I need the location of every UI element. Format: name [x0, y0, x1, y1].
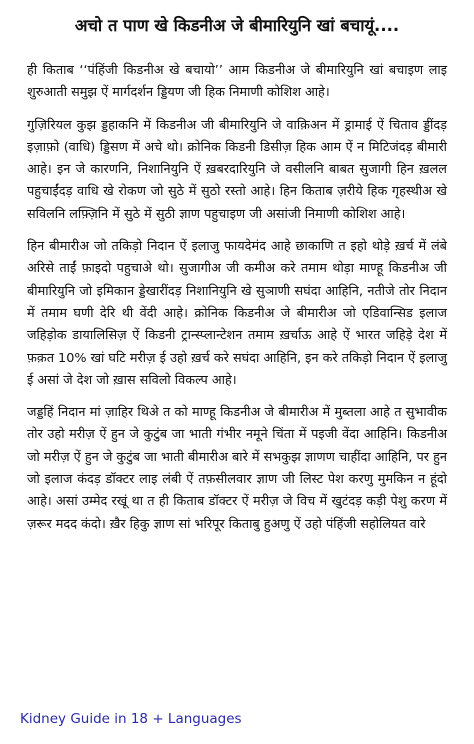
page-title: अचो त पाण खे किडनीअ जे बीमारियुनि खां बचायूं....: [74, 16, 400, 35]
paragraph-patient-guidance: जड्डहिं निदान मां ज़ाहिर थिअे त को माण्हू किडनीअ जे बीमारीअ में मुब्तला आहे त सुभावीक तोर उहो मरीज़ ऐं हुन जे कुटुंब जा भाती गंभीर नमूने चिंता में पइजी वेंदा आहिनि। किडनीअ जो मरीज़ ऐं हुन जे कुटुंब जा भाती बीमारीअ बारे में सभकुझ ज्ञाणण चाहींदा आहिनि, पर हुन जो इलाज कंदड़ डॉक्टर लाइ लंबी ऐं तफ़सीलवार ज्ञाण जी लिस्ट पेश करणु मुमकिन न हूंदो आहे। असां उम्मेद रखूं था त ही किताब डॉक्टर ऐं मरीज़ जे विच में खुटंदड़ कड़ी पेशु करण में ज़रूर मदद कंदो। ख़ैर हिकु ज्ञाण सां भरिपूर किताबु हुअणु ऐं उहो पंहिंजी सहोलियत वारे: [27, 405, 447, 532]
paragraph-early-diagnosis: हिन बीमारीअ जो तकिड़ो निदान ऐं इलाजु फायदेमंद आहे छाकाणि त इहो थोड़े ख़र्च में लंबे अरिसे ताईं फ़ाइदो पहुचाअे थो। सुजागीअ जी कमीअ करे तमाम थोड़ा माण्हू किडनीअ जी बीमारियुनि जो इमिकान ड्डेखारींदड़ निशानियुनि खे सुञाणी सघंदा आहिनि, नतीजे तोर निदान में तमाम घणी देरि थी वेंदी आहे। क्रोनिक किडनीअ जे बीमारीअ जो एडिवान्सिड इलाज जहिड़ोक डायालिसिज़ ऐं किडनी ट्रान्स्प्लान्टेशन तमाम ख़र्चाऊ आहे ऐं भारत जहिड़े देश में फ़क़त 10% खां घटि मरीज़ ई उहो ख़र्च करे सघंदा आहिनि, इन करे तकिड़ो निदान ऐं इलाजु ई असां जे देश जो ख़ास सविलो विकल्प आहे।: [27, 239, 447, 388]
document-body: [27, 60, 447, 546]
paragraph-rising-cases: गुज़िरियल कुझ ड्डहाकनि में किडनीअ जी बीमारियुनि जे वाक़िअन में ड्रामाई ऐं चिताव ड्डींदड़ इज़ाफ़ो (वाधि) ड्डिसण में अचे थो। क्रोनिक किडनी डिसीज़ हिक आम ऐं न मिटिजंदड़ बीमारी आहे। इन जे कारणनि, निशानियुनि ऐं ख़बरदारियुनि जे वसीलनि बाबत सुजागी हिन ख़लल पहुचाईंदड़ वाधि खे रोकण जो सुठे में सुठो रस्तो आहे। हिन किताब ज़रीये हिक गृहस्थीअ खे सविलनि लफ़्ज़िनि में सुठे में सुठी ज्ञाण पहुचाइण जी असांजी निमाणी कोशिश आहे।: [27, 117, 447, 222]
paragraph-intro: ही किताब ‘‘पंहिंजी किडनीअ खे बचायो’’ आम किडनीअ जे बीमारियुनि खां बचाइण लाइ शुरुआती समुझ ऐं मार्गदर्शन ड्डियण जी हिक निमाणी कोशिश आहे।: [27, 63, 447, 101]
footer-link[interactable]: Kidney Guide in 18 + Languages: [20, 711, 242, 727]
